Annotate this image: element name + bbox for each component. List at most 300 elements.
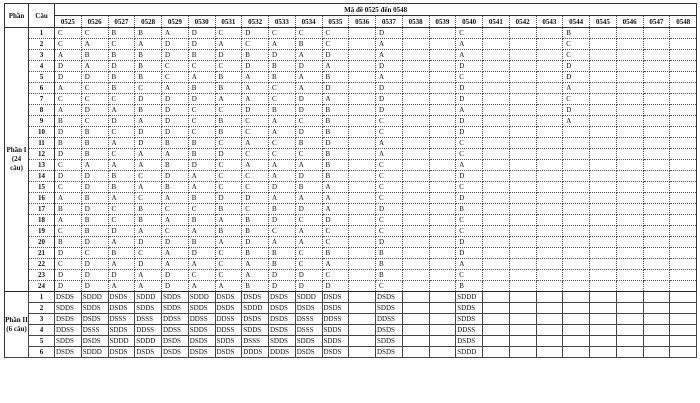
answer-cell xyxy=(509,39,536,50)
answer-cell: A xyxy=(242,160,269,171)
answer-cell: C xyxy=(269,226,296,237)
answer-cell xyxy=(590,83,617,94)
answer-cell: DDSS xyxy=(135,325,162,336)
answer-cell: C xyxy=(81,83,108,94)
answer-cell xyxy=(402,160,429,171)
answer-cell: B xyxy=(81,50,108,61)
answer-cell: B xyxy=(135,50,162,61)
answer-cell: C xyxy=(242,204,269,215)
answer-cell xyxy=(509,138,536,149)
answer-cell: B xyxy=(322,171,349,182)
answer-cell: DSDS xyxy=(215,347,242,358)
answer-cell: B xyxy=(242,248,269,259)
answer-cell: A xyxy=(269,116,296,127)
answer-cell: C xyxy=(456,72,483,83)
answer-cell: DSDS xyxy=(269,325,296,336)
answer-cell: D xyxy=(376,83,403,94)
answer-cell xyxy=(563,292,590,303)
answer-row xyxy=(5,72,697,83)
answer-cell: A xyxy=(215,39,242,50)
answer-cell: A xyxy=(242,94,269,105)
question-number: 5 xyxy=(29,72,55,83)
answer-cell: D xyxy=(55,127,82,138)
answer-cell: D xyxy=(269,270,296,281)
answer-cell xyxy=(349,215,376,226)
answer-cell: D xyxy=(563,105,590,116)
exam-codes-title: Mã đề 0525 đến 0548 xyxy=(55,4,697,16)
answer-row xyxy=(5,61,697,72)
answer-cell xyxy=(643,325,670,336)
answer-cell xyxy=(429,72,456,83)
answer-cell xyxy=(643,94,670,105)
answer-cell xyxy=(670,237,697,248)
answer-cell: B xyxy=(215,72,242,83)
question-number: 16 xyxy=(29,193,55,204)
answer-cell xyxy=(643,336,670,347)
exam-code-header: 0540 xyxy=(456,16,483,28)
answer-cell xyxy=(349,50,376,61)
answer-cell: SDDS xyxy=(215,336,242,347)
exam-code-header: 0527 xyxy=(108,16,135,28)
answer-cell: D xyxy=(376,94,403,105)
answer-cell xyxy=(509,248,536,259)
answer-cell xyxy=(349,39,376,50)
answer-cell: A xyxy=(55,215,82,226)
answer-cell xyxy=(483,292,510,303)
answer-cell xyxy=(429,39,456,50)
answer-cell: B xyxy=(322,105,349,116)
answer-cell xyxy=(349,94,376,105)
answer-cell: DSSS xyxy=(108,314,135,325)
answer-cell: B xyxy=(81,127,108,138)
answer-cell: A xyxy=(269,171,296,182)
answer-row xyxy=(5,270,697,281)
answer-cell: C xyxy=(135,171,162,182)
answer-cell xyxy=(643,61,670,72)
answer-cell xyxy=(590,149,617,160)
answer-cell xyxy=(483,28,510,39)
answer-cell: DSSS xyxy=(81,325,108,336)
answer-row xyxy=(5,138,697,149)
answer-cell: D xyxy=(242,193,269,204)
answer-cell: D xyxy=(135,259,162,270)
answer-cell: C xyxy=(55,28,82,39)
answer-cell: C xyxy=(376,193,403,204)
answer-cell: A xyxy=(322,182,349,193)
answer-cell: DSSS xyxy=(242,336,269,347)
answer-cell: SDDS xyxy=(456,303,483,314)
answer-cell xyxy=(670,50,697,61)
answer-cell xyxy=(643,303,670,314)
answer-cell xyxy=(616,138,643,149)
answer-cell xyxy=(536,149,563,160)
answer-cell xyxy=(349,270,376,281)
answer-cell: SDDS xyxy=(188,325,215,336)
answer-row xyxy=(5,83,697,94)
answer-cell: D xyxy=(108,226,135,237)
answer-cell: B xyxy=(108,50,135,61)
answer-cell xyxy=(509,204,536,215)
answer-cell xyxy=(536,237,563,248)
answer-cell: B xyxy=(55,237,82,248)
answer-cell xyxy=(483,182,510,193)
answer-cell: A xyxy=(188,281,215,292)
answer-cell: C xyxy=(188,204,215,215)
exam-code-header: 0544 xyxy=(563,16,590,28)
answer-cell xyxy=(536,182,563,193)
answer-cell: D xyxy=(135,94,162,105)
answer-cell xyxy=(590,182,617,193)
answer-cell: A xyxy=(456,50,483,61)
answer-cell: A xyxy=(108,160,135,171)
answer-cell xyxy=(536,347,563,358)
answer-cell: D xyxy=(81,171,108,182)
answer-cell: C xyxy=(55,182,82,193)
answer-cell xyxy=(402,314,429,325)
answer-cell xyxy=(509,237,536,248)
answer-cell xyxy=(349,237,376,248)
answer-cell xyxy=(402,94,429,105)
question-number: 6 xyxy=(29,83,55,94)
answer-cell: C xyxy=(162,226,189,237)
answer-cell: A xyxy=(269,127,296,138)
answer-cell xyxy=(670,347,697,358)
answer-cell: DSDS xyxy=(81,314,108,325)
answer-cell xyxy=(483,39,510,50)
answer-cell: D xyxy=(81,72,108,83)
answer-cell: B xyxy=(188,193,215,204)
answer-cell: C xyxy=(295,28,322,39)
answer-cell: D xyxy=(162,39,189,50)
answer-cell: D xyxy=(55,248,82,259)
answer-cell: A xyxy=(81,39,108,50)
answer-cell: B xyxy=(188,215,215,226)
answer-row xyxy=(5,149,697,160)
answer-cell xyxy=(616,83,643,94)
answer-cell xyxy=(429,83,456,94)
question-number: 3 xyxy=(29,314,55,325)
answer-cell xyxy=(563,171,590,182)
answer-cell: A xyxy=(322,61,349,72)
answer-cell: A xyxy=(376,138,403,149)
answer-cell xyxy=(670,226,697,237)
answer-cell: A xyxy=(108,193,135,204)
answer-cell: DSDS xyxy=(81,336,108,347)
answer-cell xyxy=(429,61,456,72)
exam-code-header: 0545 xyxy=(590,16,617,28)
answer-cell xyxy=(643,138,670,149)
exam-code-header: 0535 xyxy=(322,16,349,28)
answer-cell xyxy=(670,248,697,259)
answer-cell: C xyxy=(162,61,189,72)
answer-cell xyxy=(483,237,510,248)
part-2-label: Phần II (6 câu) xyxy=(5,292,29,358)
answer-cell: C xyxy=(376,226,403,237)
answer-cell xyxy=(670,28,697,39)
answer-cell: D xyxy=(456,237,483,248)
answer-cell xyxy=(349,303,376,314)
answer-cell xyxy=(590,303,617,314)
answer-cell xyxy=(402,116,429,127)
answer-cell xyxy=(590,325,617,336)
answer-cell xyxy=(590,226,617,237)
answer-cell xyxy=(670,72,697,83)
answer-cell: C xyxy=(215,259,242,270)
answer-cell xyxy=(402,336,429,347)
answer-cell: A xyxy=(242,259,269,270)
answer-cell: C xyxy=(376,182,403,193)
answer-cell xyxy=(536,72,563,83)
answer-cell xyxy=(616,182,643,193)
answer-cell: SDDD xyxy=(456,292,483,303)
answer-cell xyxy=(616,204,643,215)
answer-cell: SDDD xyxy=(295,292,322,303)
answer-cell xyxy=(536,314,563,325)
exam-code-header: 0525 xyxy=(55,16,82,28)
exam-code-header: 0532 xyxy=(242,16,269,28)
answer-cell xyxy=(616,94,643,105)
answer-cell xyxy=(402,28,429,39)
answer-cell: D xyxy=(376,105,403,116)
part-column-header: Phần xyxy=(5,4,29,28)
answer-cell: D xyxy=(135,138,162,149)
answer-row xyxy=(5,105,697,116)
answer-cell xyxy=(643,28,670,39)
answer-cell xyxy=(563,193,590,204)
answer-cell: C xyxy=(108,204,135,215)
answer-cell: B xyxy=(242,226,269,237)
answer-cell xyxy=(670,204,697,215)
answer-row xyxy=(5,303,697,314)
answer-cell xyxy=(590,171,617,182)
answer-cell xyxy=(590,237,617,248)
answer-cell: D xyxy=(81,182,108,193)
answer-cell: D xyxy=(242,105,269,116)
answer-cell xyxy=(536,281,563,292)
answer-cell xyxy=(429,160,456,171)
answer-cell: C xyxy=(242,182,269,193)
answer-cell xyxy=(643,83,670,94)
answer-cell xyxy=(670,281,697,292)
answer-cell: A xyxy=(322,193,349,204)
answer-cell: SDDS xyxy=(295,336,322,347)
answer-cell xyxy=(509,193,536,204)
answer-cell xyxy=(643,127,670,138)
answer-cell xyxy=(670,193,697,204)
answer-cell xyxy=(349,61,376,72)
answer-cell xyxy=(643,50,670,61)
question-number: 20 xyxy=(29,237,55,248)
answer-cell: C xyxy=(215,61,242,72)
answer-cell xyxy=(536,303,563,314)
answer-cell xyxy=(402,39,429,50)
answer-cell: B xyxy=(135,204,162,215)
answer-cell xyxy=(643,149,670,160)
question-number: 4 xyxy=(29,325,55,336)
answer-cell xyxy=(670,270,697,281)
answer-cell xyxy=(616,215,643,226)
exam-code-header: 0529 xyxy=(162,16,189,28)
answer-cell: SDDS xyxy=(269,336,296,347)
answer-cell: A xyxy=(563,83,590,94)
answer-cell: D xyxy=(215,193,242,204)
question-number: 9 xyxy=(29,116,55,127)
answer-cell: D xyxy=(162,116,189,127)
answer-cell: C xyxy=(188,105,215,116)
answer-cell: B xyxy=(81,193,108,204)
answer-cell xyxy=(616,105,643,116)
answer-cell xyxy=(590,39,617,50)
answer-cell xyxy=(536,28,563,39)
answer-cell: B xyxy=(135,61,162,72)
answer-cell: D xyxy=(456,61,483,72)
answer-cell xyxy=(509,149,536,160)
question-number: 1 xyxy=(29,28,55,39)
answer-cell: D xyxy=(376,204,403,215)
answer-cell xyxy=(643,171,670,182)
answer-cell xyxy=(402,270,429,281)
answer-cell xyxy=(349,347,376,358)
answer-cell: C xyxy=(456,215,483,226)
answer-cell: C xyxy=(81,94,108,105)
answer-cell: A xyxy=(55,193,82,204)
answer-cell: C xyxy=(376,171,403,182)
answer-cell: A xyxy=(108,105,135,116)
answer-cell xyxy=(509,28,536,39)
exam-code-header: 0531 xyxy=(215,16,242,28)
answer-cell: C xyxy=(322,28,349,39)
answer-cell: A xyxy=(188,226,215,237)
answer-cell xyxy=(429,303,456,314)
answer-cell xyxy=(402,281,429,292)
answer-cell xyxy=(670,94,697,105)
answer-cell: B xyxy=(322,248,349,259)
answer-cell xyxy=(616,72,643,83)
answer-cell: C xyxy=(188,270,215,281)
answer-cell: C xyxy=(269,138,296,149)
answer-cell: D xyxy=(322,83,349,94)
answer-cell: D xyxy=(295,127,322,138)
answer-cell: B xyxy=(162,160,189,171)
question-number: 17 xyxy=(29,204,55,215)
question-number: 15 xyxy=(29,182,55,193)
answer-cell: B xyxy=(108,72,135,83)
answer-cell: SDDS xyxy=(162,303,189,314)
answer-cell: B xyxy=(188,237,215,248)
answer-cell: SDDS xyxy=(242,325,269,336)
answer-cell xyxy=(483,226,510,237)
answer-cell: SDDD xyxy=(81,292,108,303)
answer-cell xyxy=(483,259,510,270)
answer-cell xyxy=(349,138,376,149)
answer-cell xyxy=(483,193,510,204)
answer-cell xyxy=(563,336,590,347)
answer-cell: D xyxy=(295,281,322,292)
answer-cell: B xyxy=(376,259,403,270)
answer-cell: D xyxy=(162,127,189,138)
answer-cell: DSDS xyxy=(188,347,215,358)
question-column-header: Câu xyxy=(29,4,55,28)
answer-cell xyxy=(349,149,376,160)
answer-cell: D xyxy=(456,83,483,94)
answer-cell xyxy=(563,248,590,259)
exam-code-header: 0526 xyxy=(81,16,108,28)
answer-cell: B xyxy=(162,138,189,149)
answer-cell: B xyxy=(215,226,242,237)
answer-cell xyxy=(616,237,643,248)
answer-cell xyxy=(536,259,563,270)
exam-code-header: 0543 xyxy=(536,16,563,28)
answer-cell: DSDS xyxy=(242,292,269,303)
answer-cell: C xyxy=(269,83,296,94)
answer-cell: C xyxy=(456,28,483,39)
question-number: 6 xyxy=(29,347,55,358)
answer-cell xyxy=(643,160,670,171)
answer-row xyxy=(5,204,697,215)
question-number: 12 xyxy=(29,149,55,160)
answer-cell xyxy=(349,314,376,325)
answer-cell xyxy=(349,248,376,259)
answer-cell: B xyxy=(55,116,82,127)
answer-cell: B xyxy=(242,281,269,292)
answer-cell xyxy=(429,325,456,336)
answer-cell xyxy=(670,138,697,149)
answer-cell: C xyxy=(55,160,82,171)
answer-cell xyxy=(429,259,456,270)
answer-cell xyxy=(643,204,670,215)
answer-cell: D xyxy=(269,50,296,61)
answer-cell xyxy=(670,259,697,270)
answer-cell: D xyxy=(295,270,322,281)
answer-cell: DSDS xyxy=(108,292,135,303)
exam-code-header: 0536 xyxy=(349,16,376,28)
answer-cell: A xyxy=(322,259,349,270)
answer-cell: B xyxy=(135,215,162,226)
answer-cell xyxy=(483,160,510,171)
answer-cell: C xyxy=(215,28,242,39)
answer-cell: DSDS xyxy=(242,314,269,325)
answer-cell: A xyxy=(162,149,189,160)
answer-cell xyxy=(590,314,617,325)
answer-cell xyxy=(429,105,456,116)
answer-cell: B xyxy=(322,149,349,160)
answer-cell xyxy=(563,314,590,325)
answer-cell xyxy=(616,193,643,204)
answer-cell: C xyxy=(162,72,189,83)
answer-cell xyxy=(643,248,670,259)
answer-cell xyxy=(616,160,643,171)
answer-cell: D xyxy=(456,127,483,138)
answer-cell xyxy=(643,270,670,281)
answer-cell xyxy=(429,171,456,182)
answer-row xyxy=(5,171,697,182)
answer-cell: D xyxy=(162,237,189,248)
answer-cell xyxy=(349,292,376,303)
answer-cell xyxy=(402,237,429,248)
answer-cell xyxy=(402,226,429,237)
answer-cell: C xyxy=(55,226,82,237)
answer-cell: SDDS xyxy=(135,303,162,314)
answer-cell: A xyxy=(269,39,296,50)
answer-cell: D xyxy=(242,28,269,39)
answer-cell xyxy=(536,270,563,281)
answer-cell xyxy=(402,325,429,336)
answer-cell xyxy=(616,149,643,160)
answer-cell xyxy=(563,281,590,292)
answer-cell xyxy=(429,94,456,105)
question-number: 19 xyxy=(29,226,55,237)
answer-cell: C xyxy=(55,39,82,50)
